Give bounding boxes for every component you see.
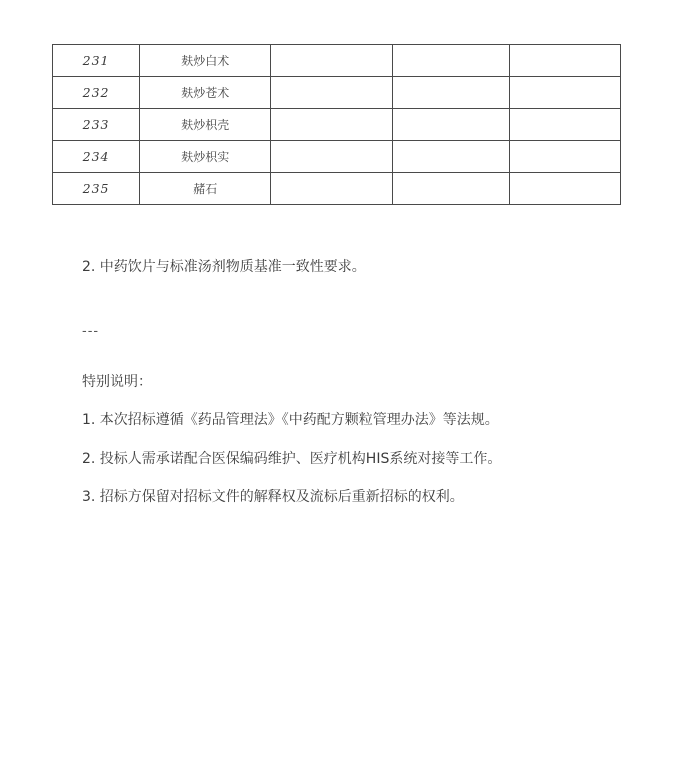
table-row (53, 77, 621, 109)
table-cell (392, 173, 509, 205)
table-row (53, 45, 621, 77)
note-item: 3. 招标方保留对招标文件的解释权及流标后重新招标的权利。 (82, 489, 464, 505)
table-cell (509, 45, 620, 77)
table-cell (509, 109, 620, 141)
notes-heading: 特别说明： (82, 374, 152, 390)
note-item: 2. 投标人需承诺配合医保编码维护、医疗机构HIS系统对接等工作。 (82, 451, 502, 467)
table-cell (271, 45, 392, 77)
table-cell (509, 77, 620, 109)
herb-name: 麸炒枳壳 (140, 109, 271, 141)
table-cell (509, 173, 620, 205)
row-number: 234 (53, 141, 140, 173)
table-cell (509, 141, 620, 173)
table-cell (392, 109, 509, 141)
row-number: 232 (53, 77, 140, 109)
table-cell (392, 141, 509, 173)
table-cell (271, 109, 392, 141)
herb-name: 赭石 (140, 173, 271, 205)
row-number: 231 (53, 45, 140, 77)
herb-name: 麸炒枳实 (140, 141, 271, 173)
section-separator: --- (82, 324, 100, 339)
table-cell (271, 173, 392, 205)
table-cell (392, 77, 509, 109)
table-row (53, 109, 621, 141)
table-cell (271, 77, 392, 109)
row-number: 235 (53, 173, 140, 205)
herb-name: 麸炒苍术 (140, 77, 271, 109)
row-number: 233 (53, 109, 140, 141)
herb-table (52, 44, 621, 205)
herb-name: 麸炒白术 (140, 45, 271, 77)
table-cell (392, 45, 509, 77)
table-row (53, 173, 621, 205)
table-cell (271, 141, 392, 173)
note-item: 1. 本次招标遵循《药品管理法》《中药配方颗粒管理办法》等法规。 (82, 412, 499, 428)
table-row (53, 141, 621, 173)
consistency-requirement: 2. 中药饮片与标准汤剂物质基准一致性要求。 (82, 259, 366, 275)
